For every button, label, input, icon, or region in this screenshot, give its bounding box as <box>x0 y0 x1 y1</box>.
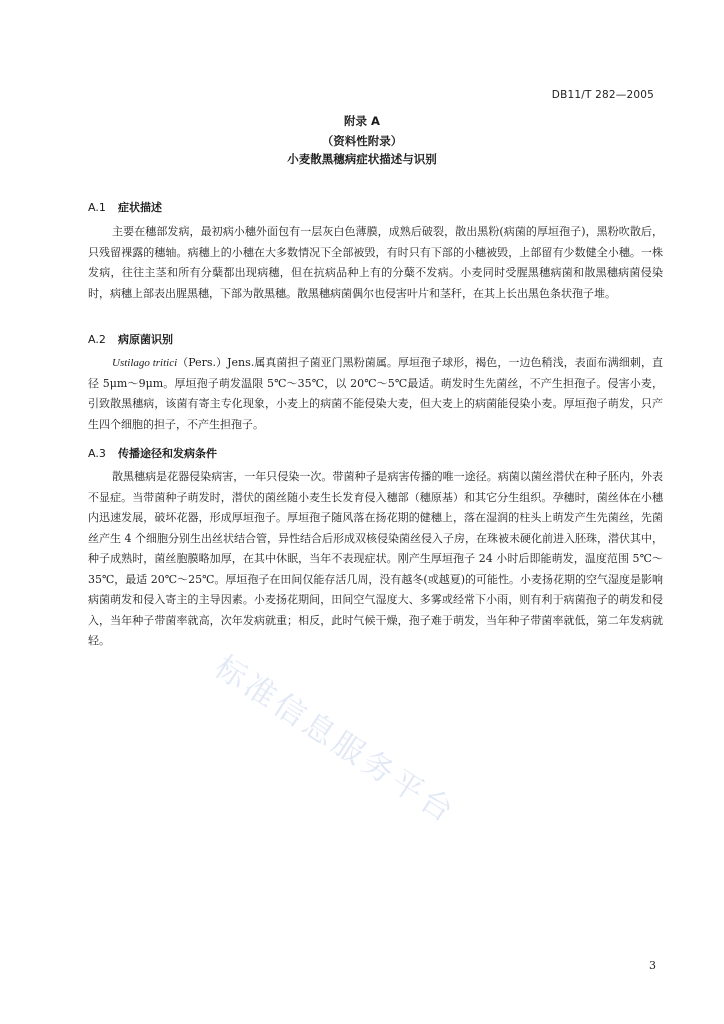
document-code: DB11/T 282—2005 <box>551 89 654 101</box>
section-paragraph-a2 <box>88 353 663 435</box>
appendix-title: 附录 A <box>344 114 380 128</box>
section-title: 病原菌识别 <box>118 333 173 346</box>
page-number: 3 <box>649 959 656 972</box>
section-number: A.3 <box>88 447 106 460</box>
section-heading-a1 <box>88 199 162 215</box>
appendix-subtitle: 小麦散黑穗病症状描述与识别 <box>287 152 437 166</box>
section-heading-a3 <box>88 445 217 461</box>
latin-species-name: Ustilago tritici <box>112 357 178 369</box>
section-number: A.1 <box>88 201 106 214</box>
section-title: 症状描述 <box>118 201 162 214</box>
watermark: 标准信息服务平台 <box>208 648 463 832</box>
section-paragraph-a1 <box>88 222 663 304</box>
section-title: 传播途径和发病条件 <box>118 447 217 460</box>
section-paragraph-a3 <box>88 467 663 652</box>
section-heading-a2 <box>88 331 173 347</box>
section-number: A.2 <box>88 333 106 346</box>
appendix-type: （资料性附录） <box>321 134 403 148</box>
paragraph-text: （Pers.）Jens.属真菌担子菌亚门黑粉菌属。厚垣孢子球形，褐色，一边色稍浅，表面布满细刺，直径 5μm～9μm。厚垣孢子萌发温限 5℃～35℃，以 20℃～5℃最适。萌发时生先菌丝，不产生担孢子。侵害小麦，引致散黑穗病，该菌有寄主专化现象，小麦上的病菌不能侵染大麦，但大麦上的病菌能侵染小麦。厚垣孢子萌发，只产生四个细胞的担子，不产生担孢子。 <box>88 356 663 431</box>
paragraph-text: 主要在穗部发病，最初病小穗外面包有一层灰白色薄膜，成熟后破裂，散出黑粉(病菌的厚垣孢子)，黑粉吹散后，只残留裸露的穗轴。病穗上的小穗在大多数情况下全部被毁，有时只有下部的小穗被毁，上部留有少数健全小穗。一株发病，往往主茎和所有分蘖都出现病穗，但在抗病品种上有的分蘖不发病。小麦同时受腥黑穗病菌和散黑穗病菌侵染时，病穗上部表出腥黑穗，下部为散黑穗。散黑穗病菌偶尔也侵害叶片和茎秆，在其上长出黑色条状孢子堆。 <box>88 225 663 300</box>
paragraph-text: 散黑穗病是花器侵染病害，一年只侵染一次。带菌种子是病害传播的唯一途径。病菌以菌丝潜伏在种子胚内，外表不显症。当带菌种子萌发时，潜伏的菌丝随小麦生长发育侵入穗部（穗原基）和其它分生组织。孕穗时，菌丝体在小穗内迅速发展，破坏花器，形成厚垣孢子。厚垣孢子随风落在扬花期的健穗上，落在湿润的柱头上萌发产生先菌丝，先菌丝产生 4 个细胞分别生出丝状结合管，异性结合后形成双核侵染菌丝侵入子房，在珠被未硬化前进入胚珠，潜伏其中，种子成熟时，菌丝胞膜略加厚，在其中休眠，当年不表现症状。刚产生厚垣孢子 24 小时后即能萌发，温度范围 5℃～35℃，最适 20℃～25℃。厚垣孢子在田间仅能存活几周，没有越冬(或越夏)的可能性。小麦扬花期的空气湿度是影响病菌萌发和侵入寄主的主导因素。小麦扬花期间，田间空气湿度大、多雾或经常下小雨，则有利于病菌孢子的萌发和侵入，当年种子带菌率就高，次年发病就重；相反，此时气候干燥，孢子难于萌发，当年种子带菌率就低，第二年发病就轻。 <box>88 470 663 647</box>
